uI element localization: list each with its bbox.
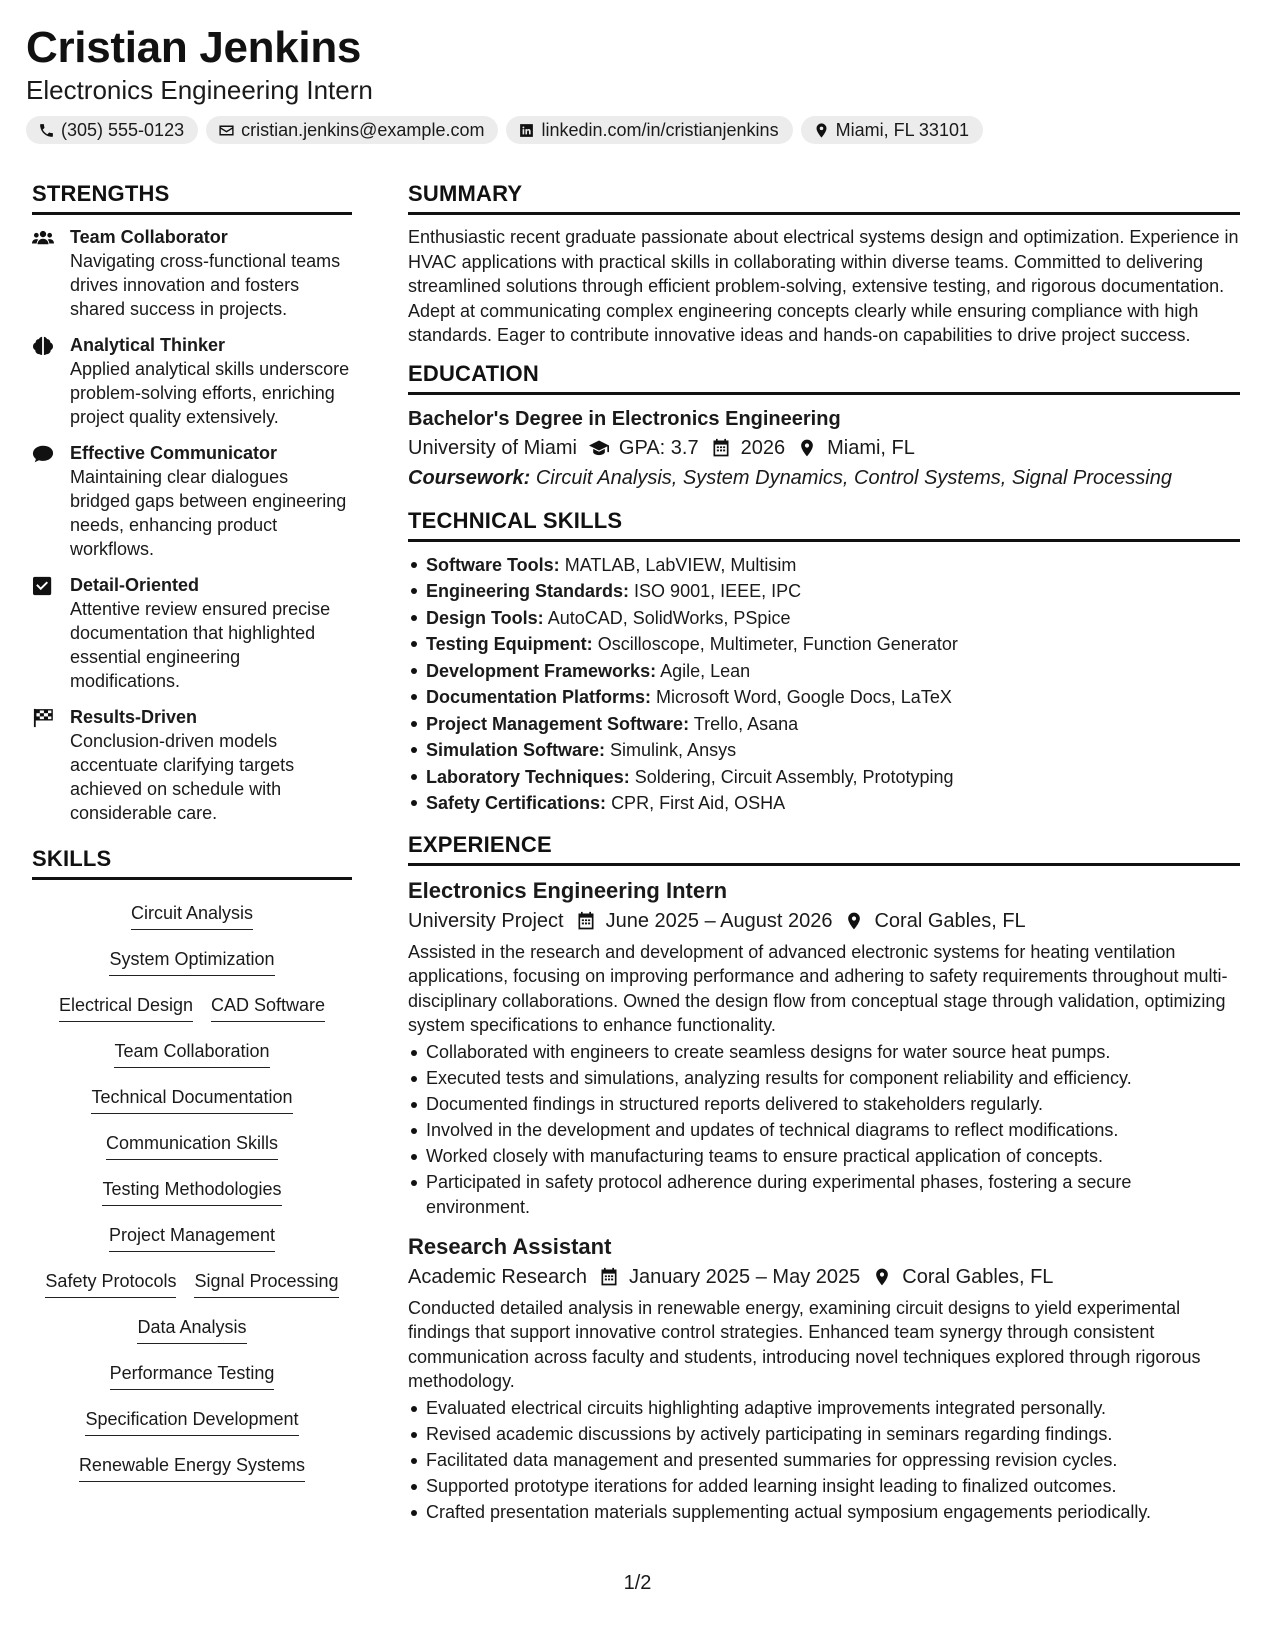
list-item: Facilitated data management and presented summaries for oppressing revision cycles. [408, 1448, 1240, 1473]
checkered-flag-icon [32, 708, 54, 728]
job-location: Coral Gables, FL [874, 909, 1026, 932]
resume-header [26, 22, 1246, 144]
graduation-year: 2026 [740, 436, 786, 459]
technical-skills-heading: TECHNICAL SKILLS [408, 507, 1240, 542]
strength-title: Results-Driven [70, 707, 198, 727]
linkedin-icon [518, 122, 535, 139]
skill-tag: Technical Documentation [91, 1084, 292, 1114]
job-org: Academic Research [408, 1265, 587, 1288]
left-column [32, 180, 352, 1492]
calendar-icon [576, 911, 596, 931]
contact-bar [26, 116, 1246, 144]
list-item: Simulation Software: Simulink, Ansys [408, 737, 1240, 764]
strength-title: Detail-Oriented [70, 575, 200, 595]
checkbox-icon [32, 576, 54, 596]
page-number: 1/2 [623, 1572, 652, 1594]
list-item: Testing Equipment: Oscilloscope, Multimeter, Function Generator [408, 631, 1240, 658]
envelope-icon [218, 122, 235, 139]
coursework [408, 463, 1240, 493]
list-item: Supported prototype iterations for added learning insight leading to finalized outcomes. [408, 1474, 1240, 1499]
skill-tag: Project Management [109, 1222, 275, 1252]
skill-tag: Team Collaboration [114, 1038, 269, 1068]
skill-tag: Signal Processing [194, 1268, 338, 1298]
skill-tag: Communication Skills [106, 1130, 278, 1160]
strength-desc: Applied analytical skills underscore problem-solving efforts, enriching project quality extensively. [70, 359, 350, 427]
skill-tag: Safety Protocols [45, 1268, 176, 1298]
list-item: Documentation Platforms: Microsoft Word, Google Docs, LaTeX [408, 684, 1240, 711]
phone-icon [38, 122, 55, 139]
list-item: Evaluated electrical circuits highlighting adaptive improvements integrated personally. [408, 1396, 1240, 1421]
job-bullets [408, 1040, 1240, 1220]
list-item: Revised academic discussions by actively participating in seminars regarding findings. [408, 1422, 1240, 1447]
job-meta [408, 1262, 1240, 1292]
map-pin-icon [844, 911, 864, 931]
job-entry [408, 1232, 1240, 1525]
map-pin-icon [872, 1267, 892, 1287]
contact-phone[interactable] [26, 116, 198, 144]
users-icon [32, 228, 54, 248]
skills-heading: SKILLS [32, 845, 352, 880]
school-name: University of Miami [408, 436, 577, 459]
skill-tag: CAD Software [211, 992, 325, 1022]
job-description: Assisted in the research and development of advanced electronic systems for heating ventilation applications, focusing on improving performance and adhering to safety requirements throughout multi-disciplinary collaborations. Owned the design flow from conceptual stage through validation, optimizing system specifications to enhance functionality. [408, 941, 1228, 1035]
strength-item [32, 333, 352, 429]
list-item: Design Tools: AutoCAD, SolidWorks, PSpice [408, 605, 1240, 632]
gpa: GPA: 3.7 [618, 436, 699, 459]
strength-title: Team Collaborator [70, 227, 228, 247]
list-item: Worked closely with manufacturing teams to ensure practical application of concepts. [408, 1144, 1240, 1169]
strength-desc: Conclusion-driven models accentuate clarifying targets achieved on schedule with considerable care. [70, 731, 295, 823]
strength-title: Analytical Thinker [70, 335, 226, 355]
skill-tag: Testing Methodologies [102, 1176, 281, 1206]
job-entry [408, 876, 1240, 1220]
contact-email[interactable] [206, 116, 498, 144]
job-location: Coral Gables, FL [902, 1265, 1054, 1288]
list-item: Crafted presentation materials supplementing actual symposium engagements periodically. [408, 1500, 1240, 1525]
education-location: Miami, FL [827, 436, 915, 459]
list-item: Participated in safety protocol adherence during experimental phases, fostering a secure environment. [408, 1170, 1240, 1220]
candidate-headline: Electronics Engineering Intern [26, 75, 373, 105]
strength-item [32, 441, 352, 561]
list-item: Development Frameworks: Agile, Lean [408, 658, 1240, 685]
summary-text: Enthusiastic recent graduate passionate about electrical systems design and optimization. Experience in HVAC applications with practical skills in collaborating within diverse teams. Committed to delivering streamlined solutions through efficient problem-solving, extensive testing, and rigorous documentation. Adept at communicating complex engineering concepts clearly while ensuring compliance with high standards. Eager to contribute innovative ideas and hands-on capabilities to drive project success. [408, 227, 1239, 345]
contact-linkedin-text: linkedin.com/in/cristianjenkins [541, 119, 779, 140]
calendar-icon [599, 1267, 619, 1287]
job-dates: June 2025 – August 2026 [605, 909, 833, 932]
education-heading: EDUCATION [408, 360, 1240, 395]
job-title: Research Assistant [408, 1233, 612, 1259]
contact-location-text: Miami, FL 33101 [835, 119, 969, 140]
skills-list [32, 890, 352, 1492]
skill-tag: Specification Development [85, 1406, 298, 1436]
list-item: Documented findings in structured reports delivered to stakeholders regularly. [408, 1092, 1240, 1117]
job-description: Conducted detailed analysis in renewable energy, examining circuit designs to yield experimental findings that support innovative control strategies. Enhanced team synergy through consistent communication across faculty and students, introducing novel techniques explored through rigorous methodology. [408, 1297, 1201, 1391]
contact-email-text: cristian.jenkins@example.com [241, 119, 485, 140]
strength-item [32, 225, 352, 321]
speech-bubble-icon [32, 444, 54, 464]
map-pin-icon [813, 122, 830, 139]
list-item: Engineering Standards: ISO 9001, IEEE, IPC [408, 578, 1240, 605]
calendar-icon [711, 438, 731, 458]
skill-tag: Data Analysis [137, 1314, 246, 1344]
contact-phone-text: (305) 555-0123 [61, 119, 185, 140]
strength-title: Effective Communicator [70, 443, 278, 463]
strength-desc: Attentive review ensured precise documentation that highlighted essential engineering modifications. [70, 599, 331, 691]
strength-desc: Maintaining clear dialogues bridged gaps between engineering needs, enhancing product workflows. [70, 467, 347, 559]
list-item: Software Tools: MATLAB, LabVIEW, Multisim [408, 552, 1240, 579]
job-meta [408, 906, 1240, 936]
coursework-list: Circuit Analysis, System Dynamics, Control Systems, Signal Processing [535, 466, 1172, 489]
map-pin-icon [797, 438, 817, 458]
contact-linkedin[interactable] [506, 116, 792, 144]
job-title: Electronics Engineering Intern [408, 877, 728, 903]
coursework-label: Coursework: [408, 466, 531, 489]
job-dates: January 2025 – May 2025 [628, 1265, 861, 1288]
list-item: Executed tests and simulations, analyzing results for component reliability and efficiency. [408, 1066, 1240, 1091]
education-meta [408, 433, 1240, 463]
list-item: Laboratory Techniques: Soldering, Circuit Assembly, Prototyping [408, 764, 1240, 791]
summary-heading: SUMMARY [408, 180, 1240, 215]
skill-tag: Circuit Analysis [131, 900, 253, 930]
skill-tag: System Optimization [109, 946, 274, 976]
strength-desc: Navigating cross-functional teams drives innovation and fosters shared success in projects. [70, 251, 341, 319]
strength-item [32, 705, 352, 825]
graduation-cap-icon [589, 438, 609, 458]
list-item: Project Management Software: Trello, Asana [408, 711, 1240, 738]
experience-heading: EXPERIENCE [408, 831, 1240, 866]
skill-tag: Performance Testing [110, 1360, 275, 1390]
strength-item [32, 573, 352, 693]
technical-skills-list [408, 552, 1240, 817]
degree-title: Bachelor's Degree in Electronics Engineering [408, 407, 841, 430]
brain-icon [32, 336, 54, 356]
right-column [408, 180, 1240, 1537]
contact-location [801, 116, 983, 144]
strengths-heading: STRENGTHS [32, 180, 352, 215]
list-item: Involved in the development and updates of technical diagrams to reflect modifications. [408, 1118, 1240, 1143]
candidate-name: Cristian Jenkins [26, 23, 362, 72]
job-bullets [408, 1396, 1240, 1525]
job-org: University Project [408, 909, 564, 932]
list-item: Collaborated with engineers to create seamless designs for water source heat pumps. [408, 1040, 1240, 1065]
skill-tag: Electrical Design [59, 992, 193, 1022]
skill-tag: Renewable Energy Systems [79, 1452, 305, 1482]
list-item: Safety Certifications: CPR, First Aid, OSHA [408, 790, 1240, 817]
